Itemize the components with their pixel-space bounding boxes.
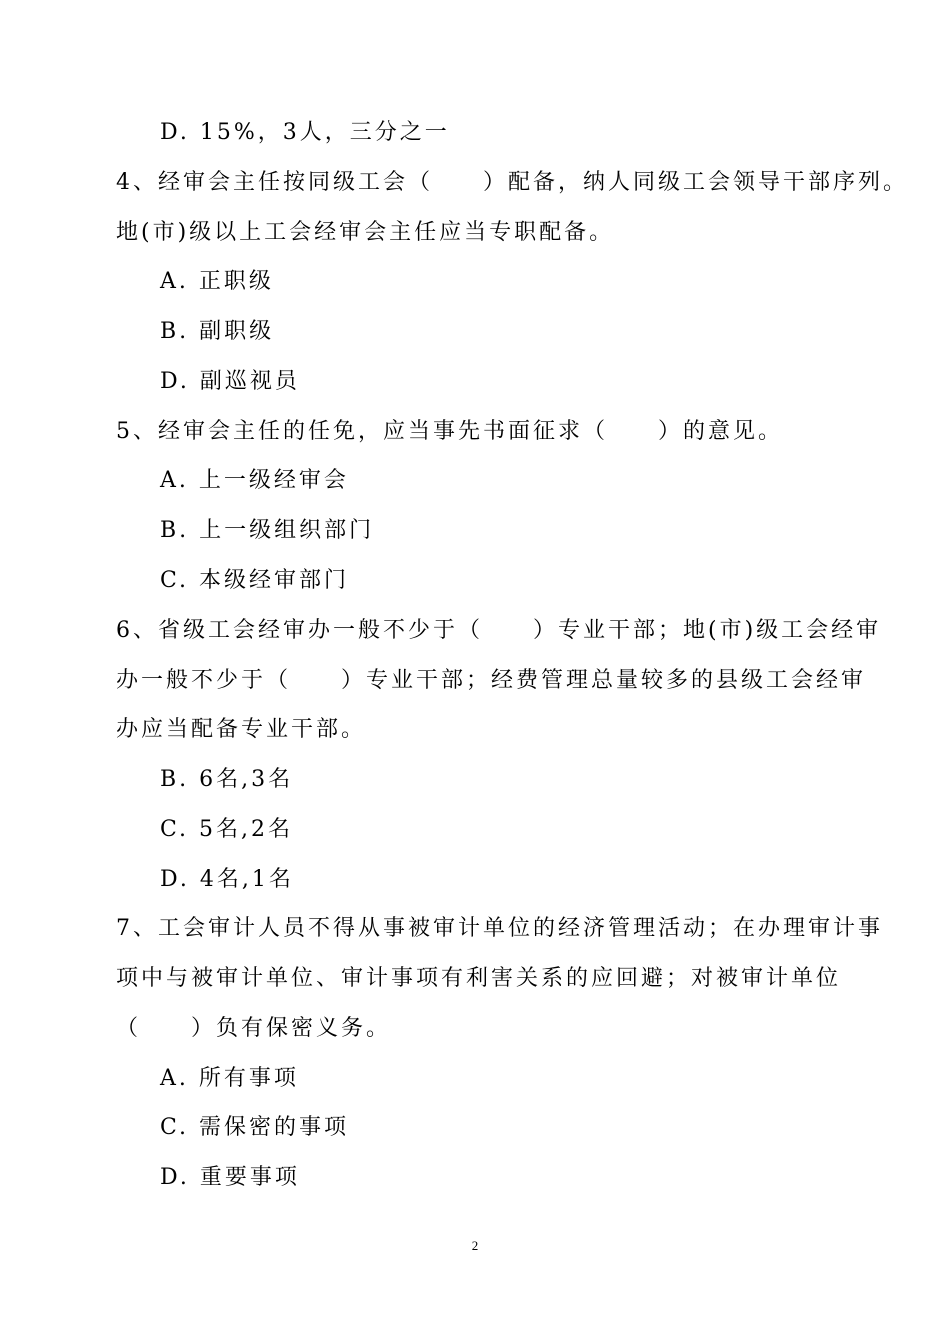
q6-text-line-3: 办应当配备专业干部。 [116,717,367,742]
q7-option-c: C. 需保密的事项 [160,1115,350,1140]
q4-text-line-1: 4、经审会主任按同级工会（ ）配备，纳人同级工会领导干部序列。 [116,170,908,195]
q7-text-line-1: 7、工会审计人员不得从事被审计单位的经济管理活动；在办理审计事 [116,916,883,941]
q7-option-d: D. 重要事项 [160,1165,300,1190]
q7-text-line-3: （ ）负有保密义务。 [116,1016,392,1041]
q5-text-line-1: 5、经审会主任的任免，应当事先书面征求（ ）的意见。 [116,419,783,444]
q5-option-c: C. 本级经审部门 [160,568,350,593]
q6-option-b: B. 6名,3名 [160,767,294,792]
q4-option-d: D. 副巡视员 [160,369,300,394]
q4-option-a: A. 正职级 [160,269,274,294]
q6-option-d: D. 4名,1名 [160,867,294,892]
q5-option-b: B. 上一级组织部门 [160,518,375,543]
q6-text-line-2: 办一般不少于（ ）专业干部；经费管理总量较多的县级工会经审 [116,668,867,693]
q6-option-c: C. 5名,2名 [160,817,294,842]
q7-text-line-2: 项中与被审计单位、审计事项有利害关系的应回避；对被审计单位 [116,966,842,991]
q3-option-d: D. 15%，3人，三分之一 [160,120,450,145]
q6-text-line-1: 6、省级工会经审办一般不少于（ ）专业干部；地(市)级工会经审 [116,618,882,643]
page-number: 2 [471,1238,479,1253]
q7-option-a: A. 所有事项 [160,1066,299,1091]
q4-text-line-2: 地(市)级以上工会经审会主任应当专职配备。 [116,220,615,245]
q5-option-a: A. 上一级经审会 [160,468,349,493]
q4-option-b: B. 副职级 [160,319,275,344]
